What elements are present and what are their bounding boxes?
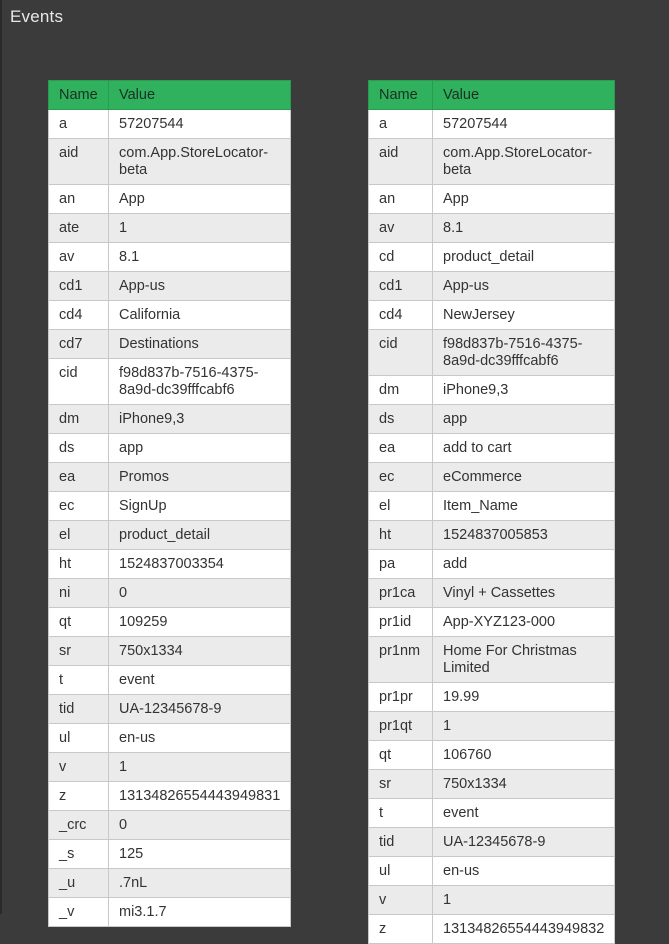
param-name: cd1	[369, 272, 433, 301]
table-row	[49, 139, 291, 185]
param-value: product_detail	[433, 243, 615, 272]
param-name: sr	[49, 637, 109, 666]
table-row	[49, 840, 291, 869]
param-name: cd4	[369, 301, 433, 330]
param-value: SignUp	[109, 492, 291, 521]
table-row	[49, 637, 291, 666]
header-value: Value	[433, 81, 615, 110]
param-value: Promos	[109, 463, 291, 492]
param-name: ni	[49, 579, 109, 608]
param-value: 125	[109, 840, 291, 869]
param-value: UA-12345678-9	[109, 695, 291, 724]
param-value: App-us	[109, 272, 291, 301]
param-name: ht	[49, 550, 109, 579]
param-value: 1	[109, 214, 291, 243]
table-row	[369, 521, 615, 550]
param-value: Vinyl + Cassettes	[433, 579, 615, 608]
param-value: UA-12345678-9	[433, 828, 615, 857]
param-value: 750x1334	[109, 637, 291, 666]
param-value: .7nL	[109, 869, 291, 898]
param-value: en-us	[433, 857, 615, 886]
table-row	[369, 243, 615, 272]
param-name: cd	[369, 243, 433, 272]
table-row	[369, 886, 615, 915]
table-row	[49, 521, 291, 550]
param-value: 109259	[109, 608, 291, 637]
param-name: pr1ca	[369, 579, 433, 608]
param-value: Home For Christmas Limited	[433, 637, 615, 683]
param-name: el	[49, 521, 109, 550]
table-row	[49, 695, 291, 724]
param-value: f98d837b-7516-4375-8a9d-dc39fffcabf6	[433, 330, 615, 376]
param-name: cd4	[49, 301, 109, 330]
param-name: ate	[49, 214, 109, 243]
param-name: tid	[369, 828, 433, 857]
table-row	[369, 799, 615, 828]
table-row	[49, 608, 291, 637]
table-row	[49, 869, 291, 898]
table-row	[369, 741, 615, 770]
param-value: 0	[109, 579, 291, 608]
table-row	[49, 898, 291, 927]
param-name: ec	[369, 463, 433, 492]
table-row	[49, 405, 291, 434]
table-row	[49, 359, 291, 405]
events-table-right	[368, 80, 615, 944]
table-row	[49, 550, 291, 579]
table-row	[49, 782, 291, 811]
param-name: aid	[49, 139, 109, 185]
param-name: ul	[369, 857, 433, 886]
param-value: App-us	[433, 272, 615, 301]
param-value: 57207544	[109, 110, 291, 139]
param-name: ec	[49, 492, 109, 521]
param-name: v	[369, 886, 433, 915]
param-name: pr1qt	[369, 712, 433, 741]
param-value: eCommerce	[433, 463, 615, 492]
param-value: 1524837005853	[433, 521, 615, 550]
param-value: 13134826554443949831	[109, 782, 291, 811]
param-name: tid	[49, 695, 109, 724]
param-name: t	[49, 666, 109, 695]
param-value: 0	[109, 811, 291, 840]
param-name: qt	[369, 741, 433, 770]
param-value: event	[109, 666, 291, 695]
param-name: dm	[369, 376, 433, 405]
table-row	[369, 185, 615, 214]
param-name: av	[49, 243, 109, 272]
param-name: pr1pr	[369, 683, 433, 712]
param-name: cd1	[49, 272, 109, 301]
param-name: dm	[49, 405, 109, 434]
window-edge	[0, 0, 2, 914]
param-value: add to cart	[433, 434, 615, 463]
table-row	[369, 492, 615, 521]
table-row	[49, 330, 291, 359]
page-title: Events	[10, 7, 64, 26]
param-name: an	[369, 185, 433, 214]
header-name: Name	[369, 81, 433, 110]
param-name: ht	[369, 521, 433, 550]
param-value: 1	[109, 753, 291, 782]
table-header-row	[49, 81, 291, 110]
header-name: Name	[49, 81, 109, 110]
param-value: app	[433, 405, 615, 434]
table-row	[49, 272, 291, 301]
table-row	[49, 724, 291, 753]
table-row	[49, 214, 291, 243]
param-value: com.App.StoreLocator-beta	[109, 139, 291, 185]
param-value: 8.1	[433, 214, 615, 243]
param-name: qt	[49, 608, 109, 637]
param-name: av	[369, 214, 433, 243]
param-value: Destinations	[109, 330, 291, 359]
param-name: _v	[49, 898, 109, 927]
table-row	[49, 492, 291, 521]
param-name: pa	[369, 550, 433, 579]
table-row	[369, 683, 615, 712]
param-name: _s	[49, 840, 109, 869]
param-name: v	[49, 753, 109, 782]
param-name: cid	[369, 330, 433, 376]
param-value: 1524837003354	[109, 550, 291, 579]
param-name: pr1id	[369, 608, 433, 637]
param-value: com.App.StoreLocator-beta	[433, 139, 615, 185]
table-header-row	[369, 81, 615, 110]
param-name: _u	[49, 869, 109, 898]
param-value: 19.99	[433, 683, 615, 712]
table-row	[369, 301, 615, 330]
param-name: ds	[49, 434, 109, 463]
table-row	[49, 301, 291, 330]
table-row	[369, 637, 615, 683]
table-row	[369, 608, 615, 637]
param-value: 1	[433, 886, 615, 915]
param-value: NewJersey	[433, 301, 615, 330]
param-value: event	[433, 799, 615, 828]
param-name: t	[369, 799, 433, 828]
table-row	[369, 579, 615, 608]
param-value: mi3.1.7	[109, 898, 291, 927]
param-name: el	[369, 492, 433, 521]
param-value: 750x1334	[433, 770, 615, 799]
table-row	[369, 405, 615, 434]
param-name: ul	[49, 724, 109, 753]
param-name: cd7	[49, 330, 109, 359]
param-value: f98d837b-7516-4375-8a9d-dc39fffcabf6	[109, 359, 291, 405]
param-value: Item_Name	[433, 492, 615, 521]
table-row	[369, 828, 615, 857]
param-value: 57207544	[433, 110, 615, 139]
param-value: en-us	[109, 724, 291, 753]
param-name: z	[369, 915, 433, 944]
table-row	[49, 110, 291, 139]
param-value: iPhone9,3	[109, 405, 291, 434]
table-row	[369, 330, 615, 376]
param-value: App	[109, 185, 291, 214]
param-value: 8.1	[109, 243, 291, 272]
table-row	[49, 811, 291, 840]
param-name: _crc	[49, 811, 109, 840]
param-value: iPhone9,3	[433, 376, 615, 405]
table-row	[369, 857, 615, 886]
param-name: sr	[369, 770, 433, 799]
table-row	[369, 214, 615, 243]
table-row	[369, 915, 615, 944]
param-value: 106760	[433, 741, 615, 770]
param-name: cid	[49, 359, 109, 405]
table-row	[369, 550, 615, 579]
param-name: ea	[49, 463, 109, 492]
param-value: product_detail	[109, 521, 291, 550]
table-row	[369, 110, 615, 139]
param-name: a	[369, 110, 433, 139]
param-value: 1	[433, 712, 615, 741]
header-value: Value	[109, 81, 291, 110]
param-value: app	[109, 434, 291, 463]
table-row	[369, 376, 615, 405]
table-row	[49, 463, 291, 492]
param-name: a	[49, 110, 109, 139]
param-name: ds	[369, 405, 433, 434]
param-name: aid	[369, 139, 433, 185]
table-row	[369, 272, 615, 301]
param-value: App-XYZ123-000	[433, 608, 615, 637]
table-row	[49, 579, 291, 608]
table-row	[369, 434, 615, 463]
param-name: ea	[369, 434, 433, 463]
param-name: an	[49, 185, 109, 214]
table-row	[49, 434, 291, 463]
table-row	[49, 753, 291, 782]
param-value: California	[109, 301, 291, 330]
param-value: App	[433, 185, 615, 214]
table-row	[369, 770, 615, 799]
table-row	[369, 463, 615, 492]
param-value: add	[433, 550, 615, 579]
table-row	[49, 185, 291, 214]
table-row	[49, 243, 291, 272]
table-row	[369, 139, 615, 185]
table-row	[49, 666, 291, 695]
table-row	[369, 712, 615, 741]
param-name: pr1nm	[369, 637, 433, 683]
events-table-left	[48, 80, 291, 927]
param-name: z	[49, 782, 109, 811]
param-value: 13134826554443949832	[433, 915, 615, 944]
